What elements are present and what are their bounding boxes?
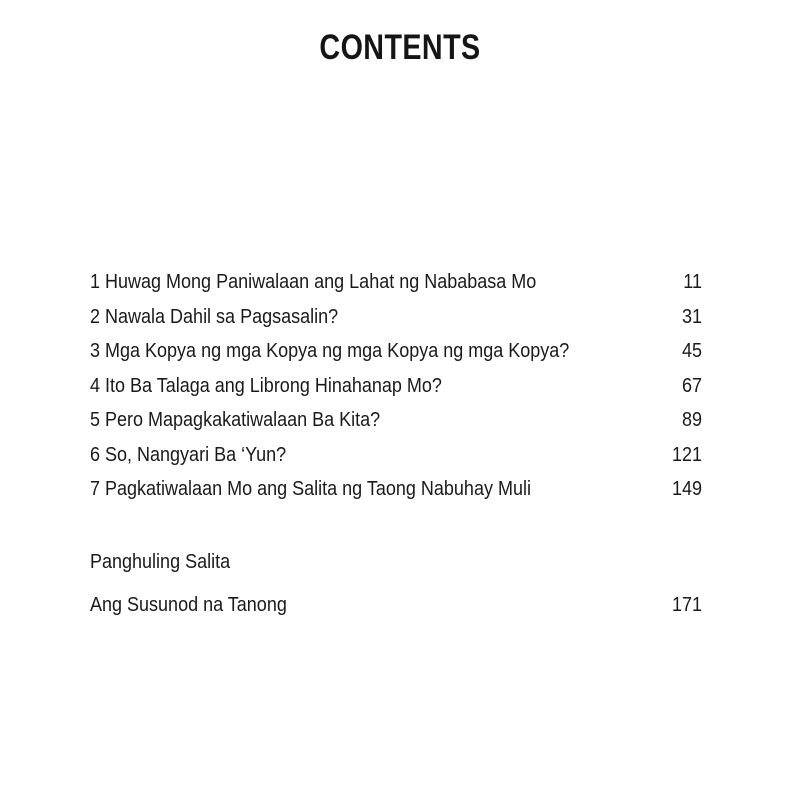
afterword-section — [90, 544, 702, 623]
page-number: 67 — [681, 374, 702, 397]
toc-entry-afterword — [90, 588, 702, 623]
afterword-heading-row — [90, 544, 702, 580]
page-title: CONTENTS — [319, 28, 481, 67]
page-number: 31 — [681, 305, 702, 328]
toc-entry-7 — [90, 472, 702, 507]
chapter-title: 3 Mga Kopya ng mga Kopya ng mga Kopya ng mga Kopya? — [90, 340, 570, 362]
toc-entry-5 — [90, 403, 702, 438]
afterword-heading: Panghuling Salita — [90, 551, 231, 573]
toc-entry-2 — [90, 300, 702, 335]
toc-entry-1 — [90, 265, 702, 300]
page-number: 121 — [671, 443, 702, 466]
page-number: 11 — [683, 271, 702, 293]
page-number: 149 — [671, 478, 702, 500]
chapter-title: 4 Ito Ba Talaga ang Librong Hinahanap Mo? — [90, 374, 442, 397]
toc-entry-4 — [90, 369, 702, 404]
afterword-entry-title: Ang Susunod na Tanong — [90, 594, 287, 616]
chapter-list — [90, 265, 702, 507]
chapter-title: 7 Pagkatiwalaan Mo ang Salita ng Taong Nabuhay Muli — [90, 478, 531, 500]
toc-entry-3 — [90, 334, 702, 369]
page-number: 89 — [681, 409, 702, 431]
toc-entry-6 — [90, 438, 702, 473]
chapter-title: 6 So, Nangyari Ba ‘Yun? — [90, 443, 287, 466]
page-number: 171 — [671, 594, 702, 616]
chapter-title: 1 Huwag Mong Paniwalaan ang Lahat ng Nababasa Mo — [90, 271, 537, 293]
chapter-title: 5 Pero Mapagkakatiwalaan Ba Kita? — [90, 409, 381, 431]
chapter-title: 2 Nawala Dahil sa Pagsasalin? — [90, 305, 339, 328]
page-number: 45 — [681, 340, 702, 362]
